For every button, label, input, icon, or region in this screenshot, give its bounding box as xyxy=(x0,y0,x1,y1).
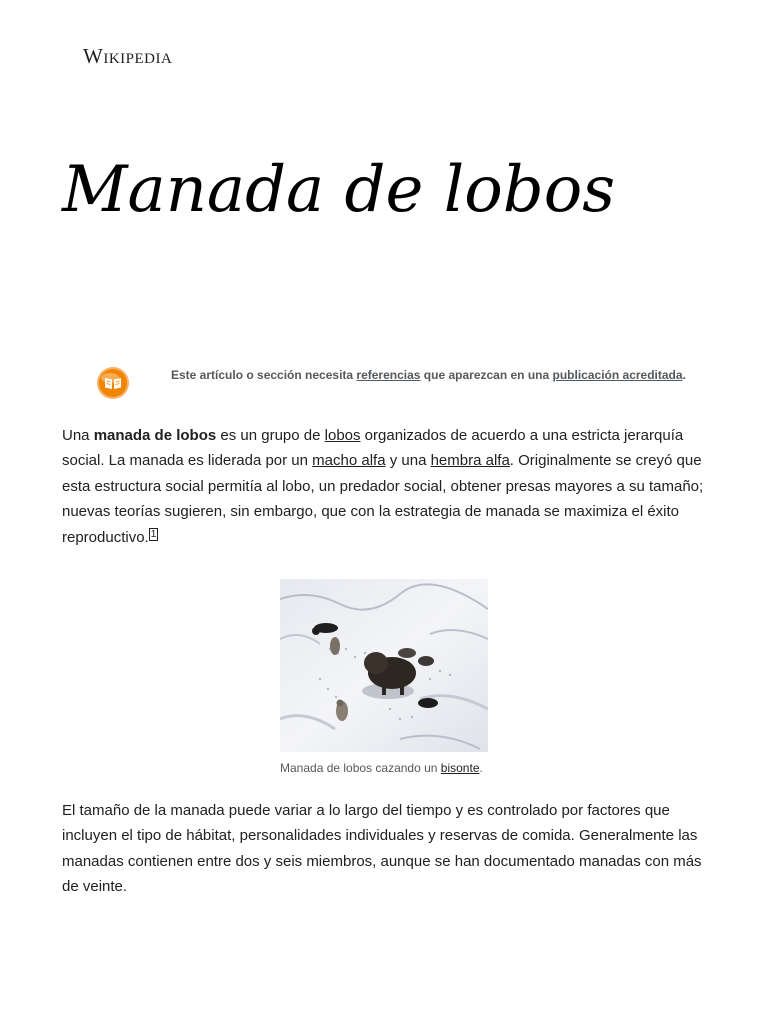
reference-link[interactable]: 1 xyxy=(150,528,157,540)
link-publicacion-acreditada[interactable]: publicación acreditada xyxy=(552,368,683,382)
size-paragraph: El tamaño de la manada puede variar a lo largo del tiempo y es controlado por factores que incluyen el tipo de hábitat, personalidades individuales y reservas de comida. Generalmente las manadas contienen entre dos y seis miembros, aunque se han documentado manadas con más de veinte. xyxy=(62,802,702,896)
intro-paragraph: Una manada de lobos es un grupo de lobos organizados de acuerdo a una estricta jerarquía social. La manada es liderada por un macho alfa y una hembra alfa. Originalmente se creyó que esta estructura social permitía al lobo, un predador social, obtener presas mayores a su tamaño; nuevas teorías sugieren, sin embargo, que con la estrategia de manada se maximiza el éxito reproductivo. $^1$ xyxy=(62,427,704,546)
wolves-bison-photo xyxy=(280,579,488,752)
link-hembra-alfa[interactable]: hembra alfa xyxy=(430,452,510,470)
link-lobos[interactable]: lobos xyxy=(324,427,361,444)
link-macho-alfa[interactable]: macho alfa xyxy=(312,452,386,470)
reference-marker[interactable] xyxy=(149,528,159,541)
figure-caption: Manada de lobos cazando un bisonte. xyxy=(280,761,483,775)
link-referencias[interactable]: referencias xyxy=(356,368,421,382)
figure-wolves-bison[interactable] xyxy=(280,579,488,752)
link-bisonte[interactable]: bisonte xyxy=(440,761,480,775)
book-icon xyxy=(96,366,130,400)
page-title: Manada de lobos xyxy=(62,153,616,227)
wikipedia-logo[interactable]: Wikipedia xyxy=(83,44,173,68)
notice-text: Este artículo o sección necesita referencias que aparezcan en una publicación acreditada. xyxy=(171,368,686,382)
bold-term: manada de lobos xyxy=(93,427,217,444)
references-notice xyxy=(62,360,706,410)
